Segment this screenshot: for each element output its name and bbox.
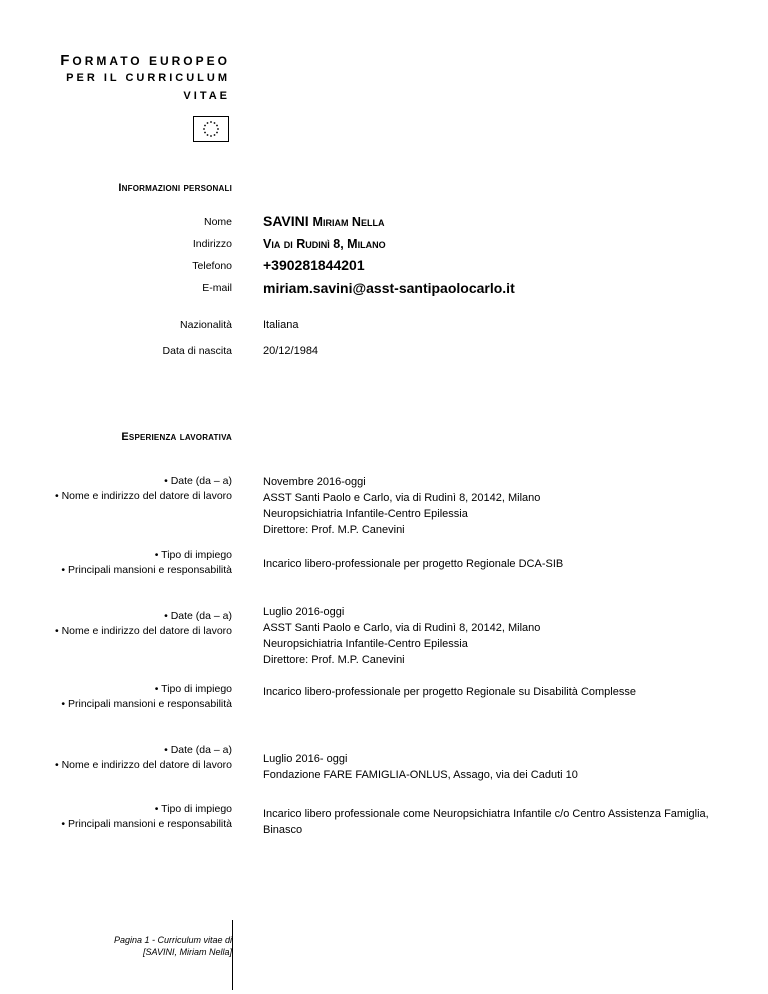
value-duties-1: Incarico libero-professionale per progetto Regionale DCA-SIB: [263, 558, 564, 570]
footer-line-2: [SAVINI, Miriam Nella]: [142, 947, 232, 957]
section-work-experience: Esperienza lavorativa: [121, 431, 232, 443]
label-duties-3: • Principali mansioni e responsabilità: [61, 818, 232, 830]
value-telefono: +390281844201: [263, 257, 365, 273]
header-line-1-rest: ORMATO EUROPEO: [72, 54, 230, 68]
value-indirizzo: Via di Rudinì 8, Milano: [263, 237, 386, 251]
label-indirizzo: Indirizzo: [192, 238, 232, 250]
header-initial: F: [60, 52, 73, 69]
header-line-3: VITAE: [183, 90, 230, 102]
label-date-2: • Date (da – a): [164, 610, 232, 622]
footer-line-1: Pagina 1 - Curriculum vitae di: [113, 935, 232, 945]
label-telefono: Telefono: [192, 260, 232, 272]
value-duties-3-line-2: Binasco: [263, 824, 303, 836]
value-nazionalita: Italiana: [263, 319, 299, 331]
footer-divider: [232, 920, 233, 990]
value-nome-given: Miriam Nella: [312, 215, 385, 229]
value-employer-1-line-1: ASST Santi Paolo e Carlo, via di Rudinì 8, 20142, Milano: [263, 492, 541, 504]
value-employer-2-line-2: Neuropsichiatria Infantile-Centro Epilessia: [263, 638, 468, 650]
label-type-2: • Tipo di impiego: [154, 683, 232, 695]
value-nome: [263, 213, 384, 230]
value-employer-1-line-3: Direttore: Prof. M.P. Canevini: [263, 524, 405, 536]
value-duties-3-line-1: Incarico libero professionale come Neuropsichiatra Infantile c/o Centro Assistenza Famiglia,: [263, 808, 709, 820]
value-date-1: Novembre 2016-oggi: [263, 476, 366, 488]
value-employer-1-line-2: Neuropsichiatria Infantile-Centro Epilessia: [263, 508, 468, 520]
label-nome: Nome: [203, 216, 232, 228]
value-employer-2-line-3: Direttore: Prof. M.P. Canevini: [263, 654, 405, 666]
label-duties-1: • Principali mansioni e responsabilità: [61, 564, 232, 576]
header-line-2: PER IL CURRICULUM: [66, 72, 230, 84]
value-data-nascita: 20/12/1984: [263, 345, 319, 357]
value-email: miriam.savini@asst-santipaolocarlo.it: [263, 280, 515, 296]
label-type-3: • Tipo di impiego: [154, 803, 232, 815]
label-nazionalita: Nazionalità: [180, 319, 232, 331]
value-date-2: Luglio 2016-oggi: [263, 606, 345, 618]
label-employer-1: • Nome e indirizzo del datore di lavoro: [54, 490, 232, 502]
section-personal-info: Informazioni personali: [118, 182, 232, 194]
eu-flag-icon: [193, 116, 229, 142]
value-employer-2-line-1: ASST Santi Paolo e Carlo, via di Rudinì 8, 20142, Milano: [263, 622, 541, 634]
value-duties-2: Incarico libero-professionale per progetto Regionale su Disabilità Complesse: [263, 686, 636, 698]
label-duties-2: • Principali mansioni e responsabilità: [61, 698, 232, 710]
label-date-3: • Date (da – a): [164, 744, 232, 756]
label-employer-2: • Nome e indirizzo del datore di lavoro: [54, 625, 232, 637]
value-date-3: Luglio 2016- oggi: [263, 753, 348, 765]
header-line-1: [60, 52, 230, 69]
page-footer: [114, 934, 232, 958]
label-email: E-mail: [202, 282, 232, 294]
label-data-nascita: Data di nascita: [162, 345, 232, 357]
label-type-1: • Tipo di impiego: [154, 549, 232, 561]
label-date-1: • Date (da – a): [164, 475, 232, 487]
value-nome-surname: SAVINI: [263, 213, 309, 229]
value-employer-3-line-1: Fondazione FARE FAMIGLIA-ONLUS, Assago, via dei Caduti 10: [263, 769, 578, 781]
label-employer-3: • Nome e indirizzo del datore di lavoro: [54, 759, 232, 771]
